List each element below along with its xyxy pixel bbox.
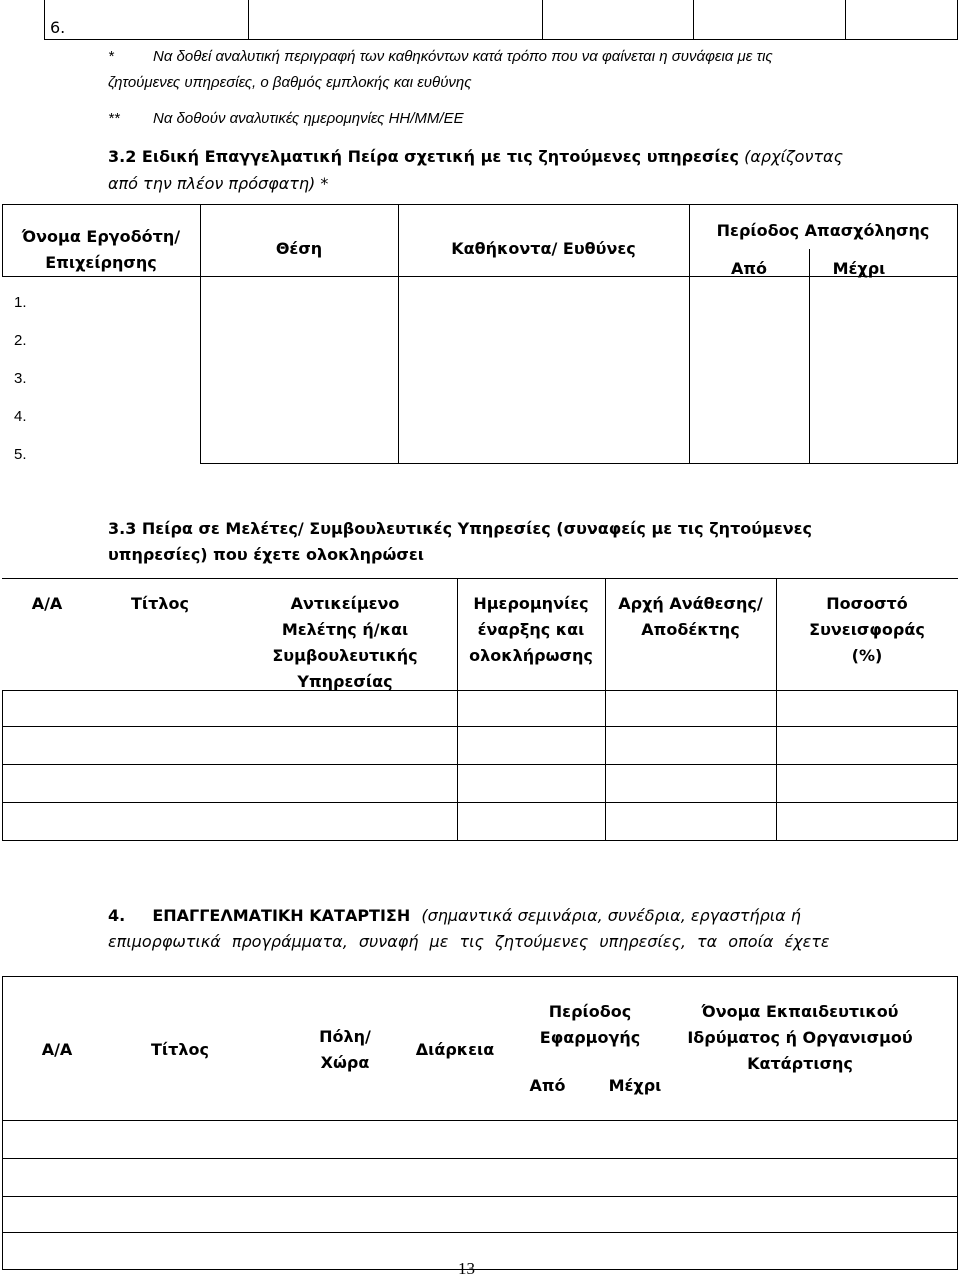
- col-aa: Α/Α: [41, 1040, 73, 1059]
- section-4-number: 4.: [108, 906, 126, 925]
- col-share: Ποσοστό Συνεισφοράς (%): [809, 594, 925, 665]
- col-period: Περίοδος Απασχόλησης: [716, 221, 930, 240]
- section-3-2-note-2: από την πλέον πρόσφατη) *: [108, 174, 329, 193]
- note2-text: Να δοθούν αναλυτικές ημερομηνίες ΗΗ/ΜΜ/ΕΕ: [153, 110, 464, 127]
- col-duration: Διάρκεια: [415, 1040, 495, 1059]
- note2-mark: **: [108, 110, 120, 127]
- col-from: Από: [529, 1076, 566, 1095]
- section-3-3-heading-2: υπηρεσίες) που έχετε ολοκληρώσει: [108, 545, 424, 564]
- row-number: 3.: [14, 370, 27, 387]
- section-3-2-note-1: (αρχίζοντας: [744, 147, 843, 166]
- col-institution: Όνομα Εκπαιδευτικού Ιδρύματος ή Οργανισμού Κατάρτισης: [687, 1002, 913, 1073]
- section-3-2-heading: [108, 147, 843, 166]
- row-number: 1.: [14, 294, 27, 311]
- col-position: Θέση: [275, 239, 323, 258]
- row-number: 5.: [14, 446, 27, 463]
- page-number: 13: [458, 1259, 475, 1278]
- row-number: 2.: [14, 332, 27, 349]
- note1-line1: Να δοθεί αναλυτική περιγραφή των καθηκόντων κατά τρόπο που να φαίνεται η συνάφεια με τις: [153, 48, 773, 65]
- section-3-2-title: 3.2 Ειδική Επαγγελματική Πείρα σχετική με τις ζητούμενες υπηρεσίες: [108, 147, 740, 166]
- section-3-3-heading-1: 3.3 Πείρα σε Μελέτες/ Συμβουλευτικές Υπηρεσίες (συναφείς με τις ζητούμενες: [108, 519, 813, 538]
- col-from: Από: [730, 259, 768, 278]
- top-row-number: 6.: [50, 18, 66, 37]
- col-period: Περίοδος Εφαρμογής: [539, 1002, 641, 1047]
- section-4-heading: [108, 906, 801, 925]
- section-4-title: ΕΠΑΓΓΕΛΜΑΤΙΚΗ ΚΑΤΑΡΤΙΣΗ: [152, 906, 411, 925]
- row-number: 4.: [14, 408, 27, 425]
- col-subject: Αντικείμενο Μελέτης ή/και Συμβουλευτικής Υπηρεσίας: [272, 594, 418, 691]
- col-authority: Αρχή Ανάθεσης/ Αποδέκτης: [618, 594, 763, 639]
- col-employer: Όνομα Εργοδότη/ Επιχείρησης: [21, 227, 181, 272]
- col-duties: Καθήκοντα/ Ευθύνες: [451, 239, 636, 258]
- note1-mark: *: [108, 48, 114, 65]
- col-title: Τίτλος: [151, 1040, 209, 1059]
- section-4-note-1: (σημαντικά σεμινάρια, συνέδρια, εργαστήρια ή: [421, 906, 801, 925]
- col-to: Μέχρι: [832, 259, 886, 278]
- col-title: Τίτλος: [131, 594, 189, 613]
- col-city: Πόλη/ Χώρα: [319, 1027, 371, 1072]
- section-4-note-2: επιμορφωτικά προγράμματα, συναφή με τις ζητούμενες υπηρεσίες, τα οποία έχετε: [108, 932, 830, 951]
- col-dates: Ημερομηνίες έναρξης και ολοκλήρωσης: [469, 594, 593, 665]
- note1-line2: ζητούμενες υπηρεσίες, ο βαθμός εμπλοκής και ευθύνης: [108, 74, 472, 91]
- col-aa: Α/Α: [31, 594, 63, 613]
- col-to: Μέχρι: [608, 1076, 662, 1095]
